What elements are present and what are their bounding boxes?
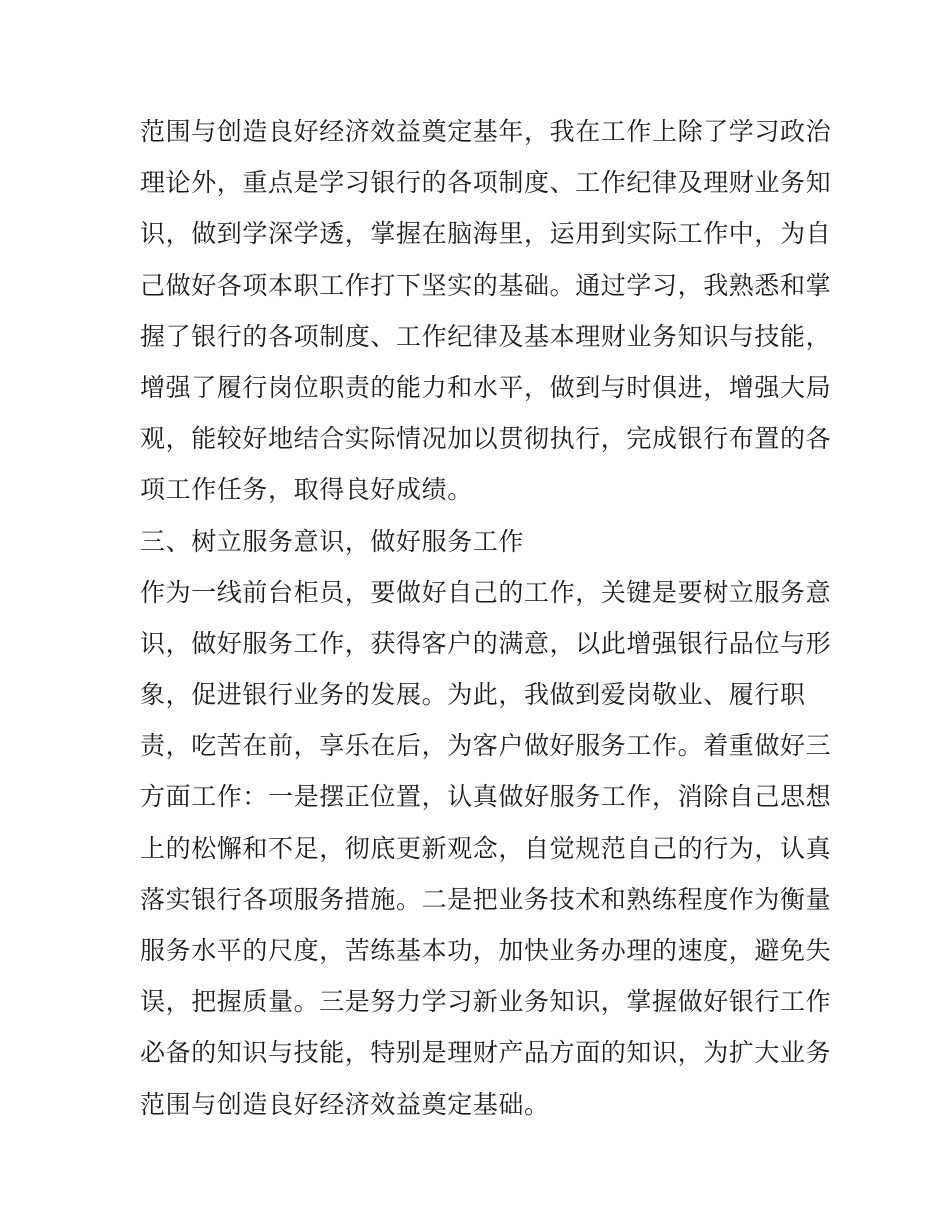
body-line: 增强了履行岗位职责的能力和水平，做到与时俱进，增强大局 xyxy=(140,372,832,402)
body-line: 范围与创造良好经济效益奠定基年，我在工作上除了学习政治 xyxy=(140,117,832,146)
body-line: 作为一线前台柜员，要做好自己的工作，关键是要树立服务意 xyxy=(140,577,832,607)
body-line: 识，做好服务工作，获得客户的满意，以此增强银行品位与形 xyxy=(140,628,832,658)
body-line: 范围与创造良好经济效益奠定基础。 xyxy=(140,1089,550,1119)
section-heading: 三、树立服务意识，做好服务工作 xyxy=(140,526,525,556)
body-line: 服务水平的尺度，苦练基本功，加快业务办理的速度，避免失 xyxy=(140,936,832,965)
body-line: 落实银行各项服务措施。二是把业务技术和熟练程度作为衡量 xyxy=(140,884,832,914)
document-body xyxy=(140,106,832,1130)
body-line: 方面工作：一是摆正位置，认真做好服务工作，消除自己思想 xyxy=(140,782,832,812)
body-line: 误，把握质量。三是努力学习新业务知识，掌握做好银行工作 xyxy=(140,987,832,1017)
body-line: 项工作任务，取得良好成绩。 xyxy=(140,475,473,505)
body-line: 己做好各项本职工作打下坚实的基础。通过学习，我熟悉和掌 xyxy=(140,270,832,300)
body-line: 握了银行的各项制度、工作纪律及基本理财业务知识与技能， xyxy=(140,321,832,351)
body-line: 责，吃苦在前，享乐在后，为客户做好服务工作。着重做好三 xyxy=(140,731,832,761)
body-line: 识，做到学深学透，掌握在脑海里，运用到实际工作中，为自 xyxy=(140,219,832,249)
body-line: 观，能较好地结合实际情况加以贯彻执行，完成银行布置的各 xyxy=(140,424,832,454)
body-line: 上的松懈和不足，彻底更新观念，自觉规范自己的行为，认真 xyxy=(140,833,832,863)
body-line: 象，促进银行业务的发展。为此，我做到爱岗敬业、履行职 xyxy=(140,680,806,710)
body-line: 必备的知识与技能，特别是理财产品方面的知识，为扩大业务 xyxy=(140,1038,832,1068)
body-line: 理论外，重点是学习银行的各项制度、工作纪律及理财业务知 xyxy=(140,168,832,198)
